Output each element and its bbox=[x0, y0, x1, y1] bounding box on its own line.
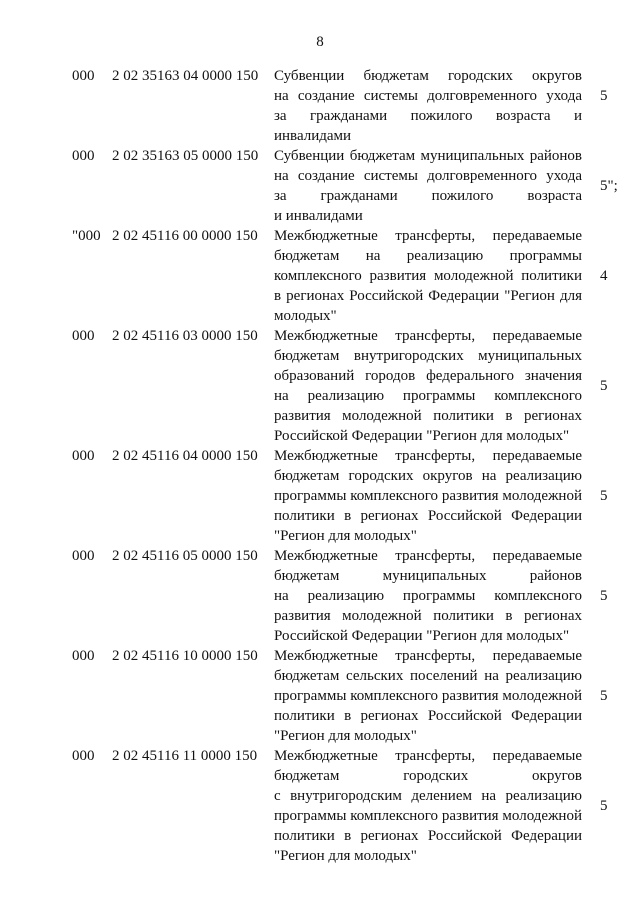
revenue-name-line: политики в регионах Российской Федерации bbox=[274, 508, 582, 524]
revenue-name-line: за гражданами пожилого возраста и инвалидами bbox=[274, 108, 582, 144]
revenue-name-line: Межбюджетные трансферты, передаваемые bbox=[274, 328, 582, 344]
revenue-name-line: бюджетам внутригородских муниципальных bbox=[274, 348, 582, 364]
revenue-name-line: программы комплексного развития молодежной bbox=[274, 808, 582, 824]
revenue-name-line: "Регион для молодых" bbox=[274, 728, 417, 744]
budget-code-table bbox=[0, 66, 640, 866]
norm-cell bbox=[582, 326, 640, 446]
revenue-name-line: Межбюджетные трансферты, передаваемые bbox=[274, 748, 582, 764]
norm-value: 5 bbox=[600, 378, 608, 394]
revenue-name-line: и инвалидами bbox=[274, 208, 363, 224]
revenue-name-cell bbox=[272, 66, 582, 146]
norm-value: 4 bbox=[600, 268, 608, 284]
revenue-name-line: Межбюджетные трансферты, передаваемые bbox=[274, 648, 582, 664]
norm-value: 5 bbox=[600, 798, 608, 814]
admin-code-cell: 000 bbox=[72, 328, 95, 344]
revenue-name-line: за гражданами пожилого возраста bbox=[274, 188, 582, 204]
revenue-name-line: Межбюджетные трансферты, передаваемые bbox=[274, 228, 582, 244]
revenue-name-line: с внутригородским делением на реализацию bbox=[274, 788, 582, 804]
norm-cell bbox=[582, 746, 640, 866]
budget-classification-code-cell: 2 02 45116 03 0000 150 bbox=[112, 328, 258, 344]
norm-cell bbox=[582, 66, 640, 126]
norm-cell bbox=[582, 146, 640, 226]
revenue-name-line: "Регион для молодых" bbox=[274, 528, 417, 544]
norm-value: 5 bbox=[600, 88, 608, 104]
revenue-name-line: бюджетам сельских поселений на реализацию bbox=[274, 668, 582, 684]
revenue-name-line: развития молодежной политики в регионах bbox=[274, 408, 582, 424]
revenue-name-line: бюджетам на реализацию программы bbox=[274, 248, 582, 264]
table-row bbox=[0, 226, 640, 326]
budget-classification-code-cell: 2 02 45116 10 0000 150 bbox=[112, 648, 258, 664]
table-row bbox=[0, 546, 640, 646]
revenue-name-cell bbox=[272, 226, 582, 326]
table-row bbox=[0, 326, 640, 446]
norm-cell bbox=[582, 446, 640, 546]
revenue-name-line: на создание системы долговременного ухода bbox=[274, 88, 582, 104]
revenue-name-cell bbox=[272, 326, 582, 446]
revenue-name-cell bbox=[272, 446, 582, 546]
revenue-name-line: молодых" bbox=[274, 308, 337, 324]
revenue-name-cell bbox=[272, 646, 582, 746]
revenue-name-line: бюджетам муниципальных районов bbox=[274, 568, 582, 584]
revenue-name-line: Российской Федерации "Регион для молодых" bbox=[274, 428, 570, 444]
revenue-name-cell bbox=[272, 546, 582, 646]
budget-classification-code-cell: 2 02 45116 00 0000 150 bbox=[112, 228, 258, 244]
norm-value: 5 bbox=[600, 588, 608, 604]
admin-code-cell: 000 bbox=[72, 648, 95, 664]
budget-classification-code-cell: 2 02 45116 04 0000 150 bbox=[112, 448, 258, 464]
revenue-name-line: бюджетам городских округов bbox=[274, 768, 582, 784]
revenue-name-cell bbox=[272, 146, 582, 226]
table-row bbox=[0, 66, 640, 146]
revenue-name-line: программы комплексного развития молодежной bbox=[274, 688, 582, 704]
revenue-name-line: Межбюджетные трансферты, передаваемые bbox=[274, 548, 582, 564]
revenue-name-line: развития молодежной политики в регионах bbox=[274, 608, 582, 624]
budget-classification-code-cell: 2 02 45116 11 0000 150 bbox=[112, 748, 258, 764]
revenue-name-line: комплексного развития молодежной политики bbox=[274, 268, 582, 284]
budget-classification-code-cell: 2 02 45116 05 0000 150 bbox=[112, 548, 258, 564]
revenue-name-line: программы комплексного развития молодежной bbox=[274, 488, 582, 504]
norm-value: 5 bbox=[600, 488, 608, 504]
revenue-name-cell bbox=[272, 746, 582, 866]
revenue-name-line: "Регион для молодых" bbox=[274, 848, 417, 864]
norm-value: 5 bbox=[600, 688, 608, 704]
admin-code-cell: 000 bbox=[72, 68, 95, 84]
admin-code-cell: "000 bbox=[72, 228, 101, 244]
revenue-name-line: на реализацию программы комплексного bbox=[274, 588, 582, 604]
revenue-name-line: политики в регионах Российской Федерации bbox=[274, 828, 582, 844]
norm-cell bbox=[582, 646, 640, 746]
revenue-name-line: Субвенции бюджетам муниципальных районов bbox=[274, 148, 582, 164]
revenue-name-line: Межбюджетные трансферты, передаваемые bbox=[274, 448, 582, 464]
budget-classification-code-cell: 2 02 35163 04 0000 150 bbox=[112, 68, 259, 84]
table-row bbox=[0, 446, 640, 546]
revenue-name-line: в регионах Российской Федерации "Регион для bbox=[274, 288, 582, 304]
norm-cell bbox=[582, 546, 640, 646]
norm-cell bbox=[582, 226, 640, 326]
admin-code-cell: 000 bbox=[72, 748, 95, 764]
revenue-name-line: на реализацию программы комплексного bbox=[274, 388, 582, 404]
table-row bbox=[0, 746, 640, 866]
admin-code-cell: 000 bbox=[72, 448, 95, 464]
page-number: 8 bbox=[316, 34, 324, 50]
norm-value: 5"; bbox=[600, 178, 618, 194]
revenue-name-line: политики в регионах Российской Федерации bbox=[274, 708, 582, 724]
revenue-name-line: Субвенции бюджетам городских округов bbox=[274, 68, 582, 84]
revenue-name-line: Российской Федерации "Регион для молодых" bbox=[274, 628, 570, 644]
table-row bbox=[0, 146, 640, 226]
admin-code-cell: 000 bbox=[72, 148, 95, 164]
table-row bbox=[0, 646, 640, 746]
revenue-name-line: на создание системы долговременного ухода bbox=[274, 168, 582, 184]
budget-classification-code-cell: 2 02 35163 05 0000 150 bbox=[112, 148, 259, 164]
revenue-name-line: бюджетам городских округов на реализацию bbox=[274, 468, 582, 484]
admin-code-cell: 000 bbox=[72, 548, 95, 564]
revenue-name-line: образований городов федерального значения bbox=[274, 368, 582, 384]
